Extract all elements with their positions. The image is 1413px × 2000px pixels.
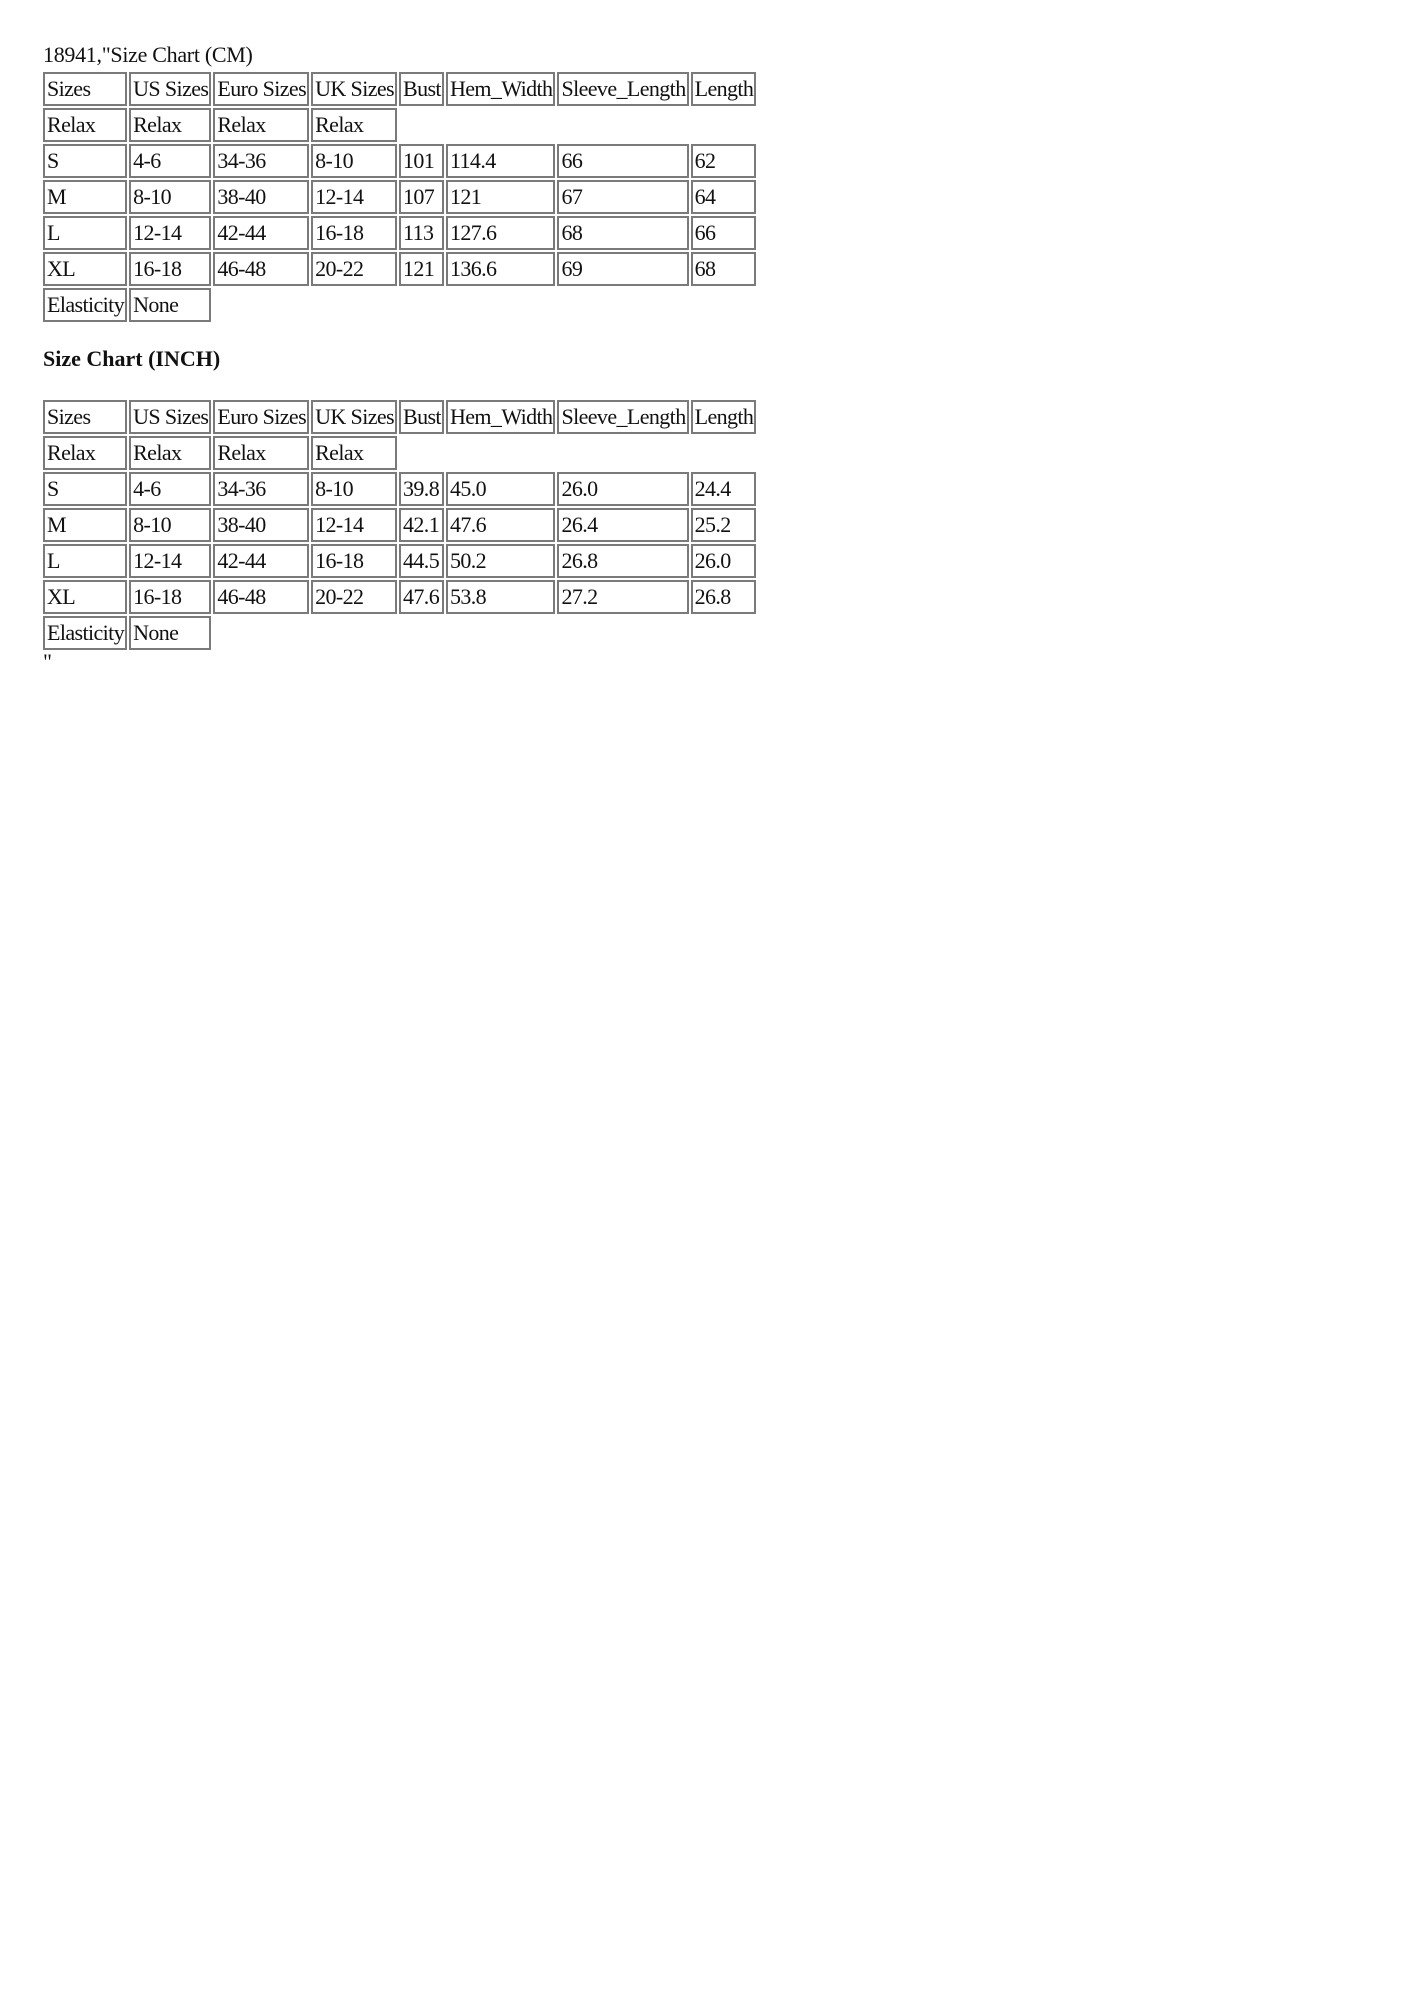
table-cell: 66 [557,144,688,178]
header-cell: Sizes [43,400,127,434]
table-cell: L [43,544,127,578]
table-cell: 16-18 [311,216,397,250]
table-row [43,472,756,506]
document-title: 18941,"Size Chart (CM) [43,42,253,67]
table-cell: 67 [557,180,688,214]
relax-cell: Relax [129,436,211,470]
empty-cell [399,108,756,142]
table-row [43,180,756,214]
table-cell: 34-36 [213,472,309,506]
table-cell: 8-10 [311,472,397,506]
elasticity-label: Elasticity [43,288,127,322]
header-cell: Hem_Width [446,72,555,106]
table-cell: 47.6 [399,580,444,614]
table-cell: 16-18 [129,252,211,286]
table-cell: 26.0 [557,472,688,506]
table-row [43,580,756,614]
header-cell: US Sizes [129,72,211,106]
table-header-row [43,72,756,106]
table-cell: 42-44 [213,544,309,578]
header-cell: Bust [399,72,444,106]
table-cell: 68 [691,252,757,286]
table-elasticity-row [43,288,756,322]
header-cell: UK Sizes [311,72,397,106]
relax-cell: Relax [213,108,309,142]
table-cell: 12-14 [311,180,397,214]
table-cell: 16-18 [311,544,397,578]
table-cell: L [43,216,127,250]
table-cell: XL [43,580,127,614]
table-relax-row [43,436,756,470]
table-cell: 4-6 [129,472,211,506]
header-cell: Euro Sizes [213,72,309,106]
table-cell: 24.4 [691,472,757,506]
table-cell: 16-18 [129,580,211,614]
table-cell: 46-48 [213,580,309,614]
table-cell: 46-48 [213,252,309,286]
table-cell: 47.6 [446,508,555,542]
table-cell: 8-10 [129,508,211,542]
table-cell: 44.5 [399,544,444,578]
table-cell: 53.8 [446,580,555,614]
table-row [43,508,756,542]
table-cell: 107 [399,180,444,214]
empty-cell [399,436,756,470]
header-cell: Sleeve_Length [557,400,688,434]
table-cell: XL [43,252,127,286]
table-cell: 45.0 [446,472,555,506]
table-row [43,252,756,286]
header-cell: US Sizes [129,400,211,434]
relax-cell: Relax [43,436,127,470]
table-row [43,544,756,578]
table-cell: 39.8 [399,472,444,506]
table-cell: 20-22 [311,580,397,614]
table-cell: 26.8 [691,580,757,614]
table-header-row [43,400,756,434]
table-row [43,144,756,178]
table-cell: S [43,144,127,178]
header-cell: Length [691,400,757,434]
table-cell: 8-10 [129,180,211,214]
header-cell: UK Sizes [311,400,397,434]
table-cell: 25.2 [691,508,757,542]
table-cell: 121 [446,180,555,214]
header-cell: Hem_Width [446,400,555,434]
relax-cell: Relax [213,436,309,470]
elasticity-value: None [129,288,211,322]
table-cell: 34-36 [213,144,309,178]
header-cell: Length [691,72,757,106]
elasticity-value: None [129,616,211,650]
header-cell: Sizes [43,72,127,106]
table-cell: 64 [691,180,757,214]
table-cell: 38-40 [213,180,309,214]
table-relax-row [43,108,756,142]
table-cell: M [43,508,127,542]
table-cell: 101 [399,144,444,178]
table-cell: 136.6 [446,252,555,286]
table-cell: 113 [399,216,444,250]
table-cell: S [43,472,127,506]
size-chart-cm-table [41,70,758,324]
table-cell: 27.2 [557,580,688,614]
table-row [43,216,756,250]
table-cell: 12-14 [129,544,211,578]
empty-cell [213,616,756,650]
table-cell: 12-14 [311,508,397,542]
table-cell: 12-14 [129,216,211,250]
header-cell: Sleeve_Length [557,72,688,106]
table-cell: 121 [399,252,444,286]
table-cell: 26.4 [557,508,688,542]
relax-cell: Relax [311,436,397,470]
table-cell: 68 [557,216,688,250]
relax-cell: Relax [311,108,397,142]
table-cell: 62 [691,144,757,178]
table-cell: M [43,180,127,214]
table-cell: 50.2 [446,544,555,578]
elasticity-label: Elasticity [43,616,127,650]
document-page [43,40,758,672]
table-cell: 8-10 [311,144,397,178]
empty-cell [213,288,756,322]
table-cell: 42-44 [213,216,309,250]
header-cell: Euro Sizes [213,400,309,434]
table-cell: 26.0 [691,544,757,578]
table-cell: 66 [691,216,757,250]
table-cell: 20-22 [311,252,397,286]
closing-quote: " [43,649,52,674]
table-elasticity-row [43,616,756,650]
relax-cell: Relax [43,108,127,142]
inch-section-heading: Size Chart (INCH) [43,346,221,371]
table-cell: 4-6 [129,144,211,178]
table-cell: 38-40 [213,508,309,542]
table-cell: 42.1 [399,508,444,542]
table-cell: 69 [557,252,688,286]
size-chart-inch-table [41,398,758,652]
table-cell: 114.4 [446,144,555,178]
table-cell: 127.6 [446,216,555,250]
relax-cell: Relax [129,108,211,142]
table-cell: 26.8 [557,544,688,578]
header-cell: Bust [399,400,444,434]
